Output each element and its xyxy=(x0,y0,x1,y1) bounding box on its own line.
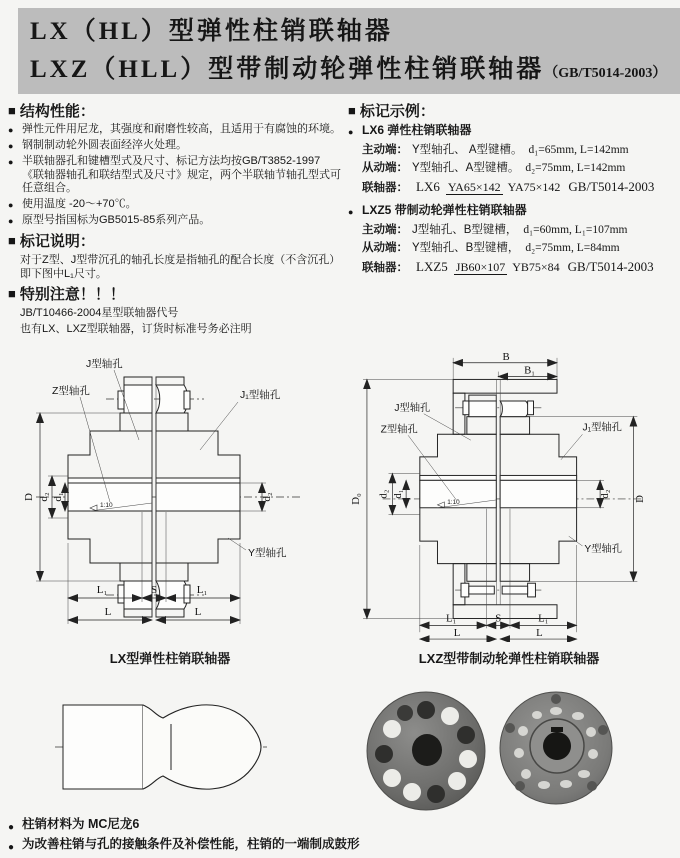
list-item xyxy=(8,198,342,212)
dim-L-left: L xyxy=(104,606,112,618)
page-title-line1: LX（HL）型弹性柱销联轴器 xyxy=(30,18,393,45)
dim-S: S xyxy=(495,612,502,625)
lxz-drawing-caption: LXZ型带制动轮弹性柱销联轴器 xyxy=(418,651,600,666)
label-z-bore: Z型轴孔 xyxy=(380,424,418,436)
square-marker-icon: ■ xyxy=(8,233,16,248)
row-text: Y型轴孔、B型键槽， xyxy=(412,242,520,254)
row-text: J型轴孔、B型键槽， xyxy=(412,224,518,236)
result-code: LXZ5 xyxy=(416,259,448,274)
example-lxz5 xyxy=(348,203,676,275)
lxz-drawing xyxy=(340,352,678,667)
pin-profile-svg xyxy=(55,686,270,808)
example-title xyxy=(348,203,676,218)
dim-B1: B₁ xyxy=(524,364,536,377)
designation-fraction xyxy=(454,261,562,274)
dim-L1-left: L₁ xyxy=(446,612,457,625)
special-note-heading-text: 特别注意！！！ xyxy=(19,286,125,303)
example-lx6 xyxy=(348,123,676,195)
page-title-line2-text: LXZ（HLL）型带制动轮弹性柱销联轴器 xyxy=(30,56,545,83)
square-marker-icon: ■ xyxy=(8,103,16,118)
result-label: 联轴器： xyxy=(362,182,408,194)
square-marker-icon: ■ xyxy=(348,103,356,118)
dim-d2-right: d₂ xyxy=(261,492,273,502)
photo-coupling-pin-side xyxy=(367,692,485,810)
example-result xyxy=(348,179,676,195)
dim-L-right: L xyxy=(536,627,543,640)
list-item xyxy=(8,214,342,228)
dim-d2-right: d₂ xyxy=(598,489,611,499)
lx-drawing-caption: LX型弹性柱销联轴器 xyxy=(109,651,231,666)
structure-heading xyxy=(8,100,342,121)
dim-S: S xyxy=(150,584,158,596)
special-note-line2: 也有LX、LXZ型联轴器，订货时标准号务必注明 xyxy=(20,323,252,335)
example-row xyxy=(348,239,676,257)
label-j-bore: J型轴孔 xyxy=(86,358,123,370)
bullet-text: 弹性元件用尼龙，其强度和耐磨性较高，且适用于有腐蚀的环境。 xyxy=(22,123,341,135)
row-dims: d₁=65mm, L=142mm xyxy=(528,144,629,156)
standard-number: （GB/T5014-2003） xyxy=(544,66,667,81)
example-row xyxy=(348,159,676,177)
dim-L-right: L xyxy=(194,606,202,618)
example-title xyxy=(348,123,676,138)
footer-note-1 xyxy=(8,814,672,834)
structure-bullet-list xyxy=(8,123,342,228)
pin-profile-drawing xyxy=(55,686,270,813)
row-dims: d₂=75mm, L=142mm xyxy=(525,162,626,174)
bullet-icon: ● xyxy=(8,125,14,135)
dim-B: B xyxy=(502,352,510,363)
lx-cross-section xyxy=(2,352,338,642)
bullet-icon: ● xyxy=(8,842,15,853)
footer-note-text: 为改善柱销与孔的接触条件及补偿性能，柱销的一端制成鼓形 xyxy=(22,837,360,851)
list-item xyxy=(8,139,342,153)
row-dims: d₂=75mm, L=84mm xyxy=(525,242,620,254)
fraction-numerator: YA65×142 xyxy=(447,179,501,194)
result-code: LX6 xyxy=(416,179,440,194)
row-label: 从动端： xyxy=(362,162,408,174)
bullet-text: 使用温度 -20～+70℃。 xyxy=(22,198,137,210)
label-z-bore: Z型轴孔 xyxy=(52,385,90,397)
fraction-denominator: YA75×142 xyxy=(507,179,561,194)
taper-label: 1:10 xyxy=(100,502,113,509)
example-row xyxy=(348,221,676,239)
marking-note-body: 对于Z型、J型带沉孔的轴孔长度是指轴孔的配合长度（不含沉孔）即下图中L₁尺寸。 xyxy=(20,254,341,280)
label-j1-bore: J₁型轴孔 xyxy=(582,422,622,434)
bullet-icon: ● xyxy=(348,127,354,137)
dim-d1: d₁ xyxy=(392,489,405,499)
example-row xyxy=(348,141,676,159)
lx-drawing xyxy=(2,352,338,667)
bullet-icon: ● xyxy=(348,207,354,217)
dim-L1-left: L₁ xyxy=(96,584,108,596)
bullet-text: 钢制制动轮外圆表面经淬火处理。 xyxy=(22,139,187,151)
dim-L1-right: L₁ xyxy=(538,612,549,625)
label-j1-bore: J₁型轴孔 xyxy=(240,389,281,401)
bullet-text: 原型号指国标为GB5015-85系列产品。 xyxy=(22,214,211,226)
dim-L-left: L xyxy=(453,627,461,640)
structure-heading-text: 结构性能： xyxy=(19,103,95,120)
row-dims: d₁=60mm, L₁=107mm xyxy=(523,224,628,236)
bullet-text: 半联轴器孔和键槽型式及尺寸、标记方法均按GB/T3852-1997 《联轴器轴孔和联结型式及尺寸》规定，两个半联轴节轴孔型式可任意组合。 xyxy=(22,155,341,194)
row-text: Y型轴孔、A型键槽。 xyxy=(412,162,520,174)
example-title-text: LXZ5 带制动轮弹性柱销联轴器 xyxy=(362,203,527,217)
label-y-bore: Y型轴孔 xyxy=(584,543,623,555)
marking-example-heading xyxy=(348,100,676,121)
title-banner xyxy=(18,8,680,94)
dim-d2-left: d₂ xyxy=(38,492,50,502)
row-label: 从动端： xyxy=(362,242,408,254)
special-note-line1: JB/T10466-2004星型联轴器代号 xyxy=(20,307,179,319)
right-column xyxy=(348,99,676,283)
product-photos xyxy=(360,682,676,825)
marking-example-heading-text: 标记示例： xyxy=(359,103,435,120)
example-title-text: LX6 弹性柱销联轴器 xyxy=(362,123,472,137)
list-item xyxy=(8,123,342,137)
taper-label: 1:10 xyxy=(447,498,460,506)
row-label: 主动端： xyxy=(362,224,408,236)
result-standard: GB/T5014-2003 xyxy=(567,259,654,274)
designation-fraction xyxy=(446,181,563,194)
dim-L1-right: L₁ xyxy=(196,584,208,596)
row-text: Y型轴孔、 A型键槽。 xyxy=(412,144,523,156)
bullet-icon: ● xyxy=(8,200,14,210)
result-standard: GB/T5014-2003 xyxy=(568,179,655,194)
bullet-icon: ● xyxy=(8,157,14,167)
dim-D: D xyxy=(634,495,647,503)
label-j-bore: J型轴孔 xyxy=(394,402,431,414)
footer-notes xyxy=(8,814,672,854)
bullet-icon: ● xyxy=(8,822,15,833)
page-title-line2 xyxy=(30,51,680,93)
marking-note-heading xyxy=(8,230,342,251)
left-column xyxy=(8,99,342,338)
dim-d2-left: d₂ xyxy=(377,489,390,499)
result-label: 联轴器： xyxy=(362,262,408,274)
footer-note-2 xyxy=(8,834,672,854)
list-item xyxy=(8,155,342,196)
photo-coupling-hub-side xyxy=(500,692,612,804)
dim-D: D xyxy=(23,493,35,501)
coupling-photos-svg xyxy=(360,682,676,820)
dim-d1: d₁ xyxy=(52,492,64,502)
fraction-numerator: JB60×107 xyxy=(455,259,506,274)
special-note-heading xyxy=(8,283,342,304)
example-result xyxy=(348,259,676,275)
row-label: 主动端： xyxy=(362,144,408,156)
bullet-icon: ● xyxy=(8,141,14,151)
fraction-denominator: YB75×84 xyxy=(512,259,560,274)
footer-note-text: 柱销材料为 MC尼龙6 xyxy=(22,817,140,831)
square-marker-icon: ■ xyxy=(8,286,16,301)
dim-D0: D₀ xyxy=(350,493,363,505)
bullet-icon: ● xyxy=(8,216,14,226)
marking-note-heading-text: 标记说明： xyxy=(19,233,95,250)
lxz-cross-section xyxy=(340,352,678,642)
label-y-bore: Y型轴孔 xyxy=(248,547,287,559)
